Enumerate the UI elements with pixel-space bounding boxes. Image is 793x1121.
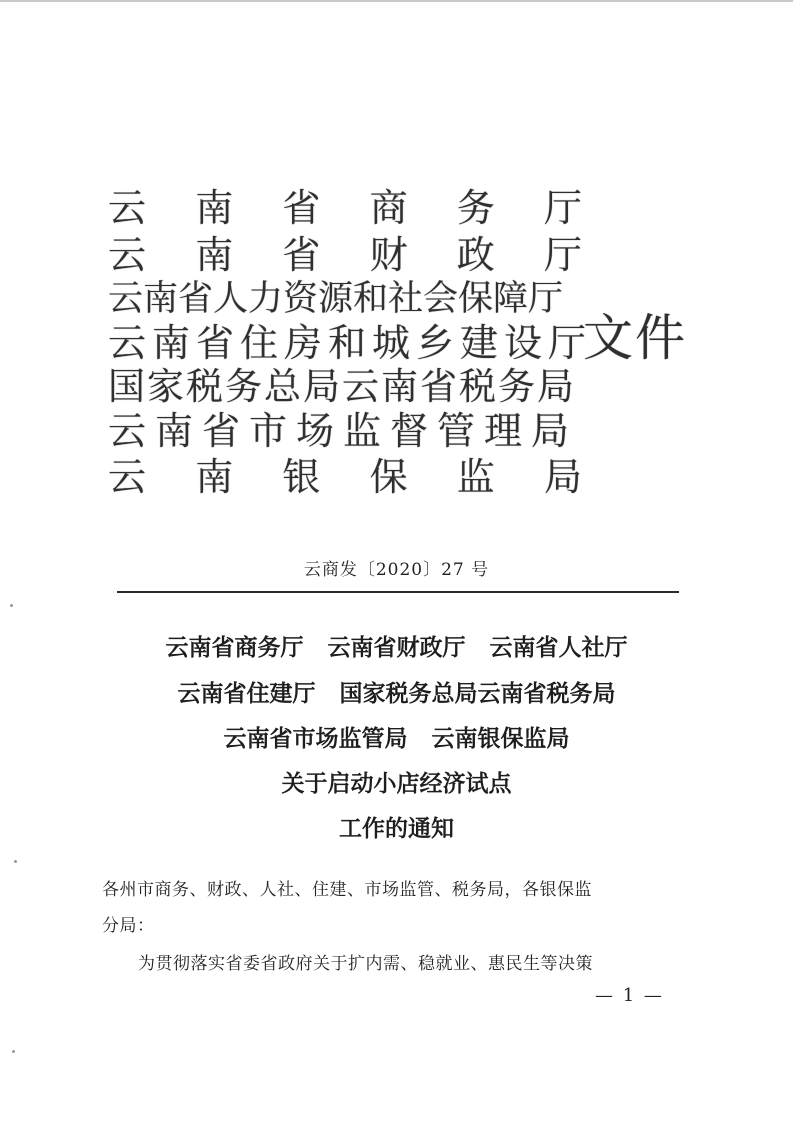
page-top-edge (0, 0, 793, 2)
issuer-banking-regulator (108, 454, 582, 500)
issuer-commerce-dept (108, 185, 582, 231)
scan-mark (10, 604, 13, 607)
document-number: 云商发〔2020〕27 号 (303, 560, 490, 580)
title-line: 工作的通知 (339, 816, 454, 842)
page-number: — 1 — (595, 985, 664, 1006)
title-line: 云南省住建厅 国家税务总局云南省税务局 (177, 681, 616, 707)
recipients-line: 各州市商务、财政、人社、住建、市场监管、税务局，各银保监 (102, 880, 592, 900)
issuer-char: 南 (195, 455, 234, 499)
issuer-finance-dept (108, 232, 582, 278)
issuer-market-regulation: 云南省市场监督管理局 (108, 409, 579, 453)
issuer-housing-dept: 云南省住房和城乡建设厅 (108, 321, 593, 365)
document-suffix: 文件 (583, 309, 687, 367)
issuer-char: 南 (195, 186, 234, 230)
issuer-char: 银 (282, 455, 321, 499)
title-line: 云南省市场监管局 云南银保监局 (223, 726, 570, 752)
issuer-char: 厅 (543, 233, 582, 277)
title-line: 关于启动小店经济试点 (281, 771, 512, 797)
scan-mark (12, 1050, 15, 1053)
body-paragraph: 为贯彻落实省委省政府关于扩内需、稳就业、惠民生等决策 (138, 954, 593, 974)
issuer-char: 省 (282, 233, 321, 277)
issuer-char: 局 (543, 455, 582, 499)
issuer-char: 监 (456, 455, 495, 499)
issuer-char: 政 (456, 233, 495, 277)
issuer-char: 云 (108, 233, 147, 277)
issuer-char: 保 (369, 455, 408, 499)
title-line: 云南省商务厅 云南省财政厅 云南省人社厅 (165, 635, 628, 661)
issuer-char: 厅 (543, 186, 582, 230)
header-divider (117, 591, 679, 593)
issuer-char: 财 (369, 233, 408, 277)
issuer-char: 云 (108, 455, 147, 499)
scan-mark (14, 860, 17, 863)
issuer-char: 南 (195, 233, 234, 277)
recipients-line: 分局： (102, 916, 155, 936)
issuer-tax-bureau: 国家税务总局云南省税务局 (108, 365, 576, 408)
issuer-hr-social-security-dept: 云南省人力资源和社会保障厅 (108, 279, 564, 319)
issuer-char: 务 (456, 186, 495, 230)
issuer-char: 商 (369, 186, 408, 230)
issuer-char: 云 (108, 186, 147, 230)
issuer-char: 省 (282, 186, 321, 230)
